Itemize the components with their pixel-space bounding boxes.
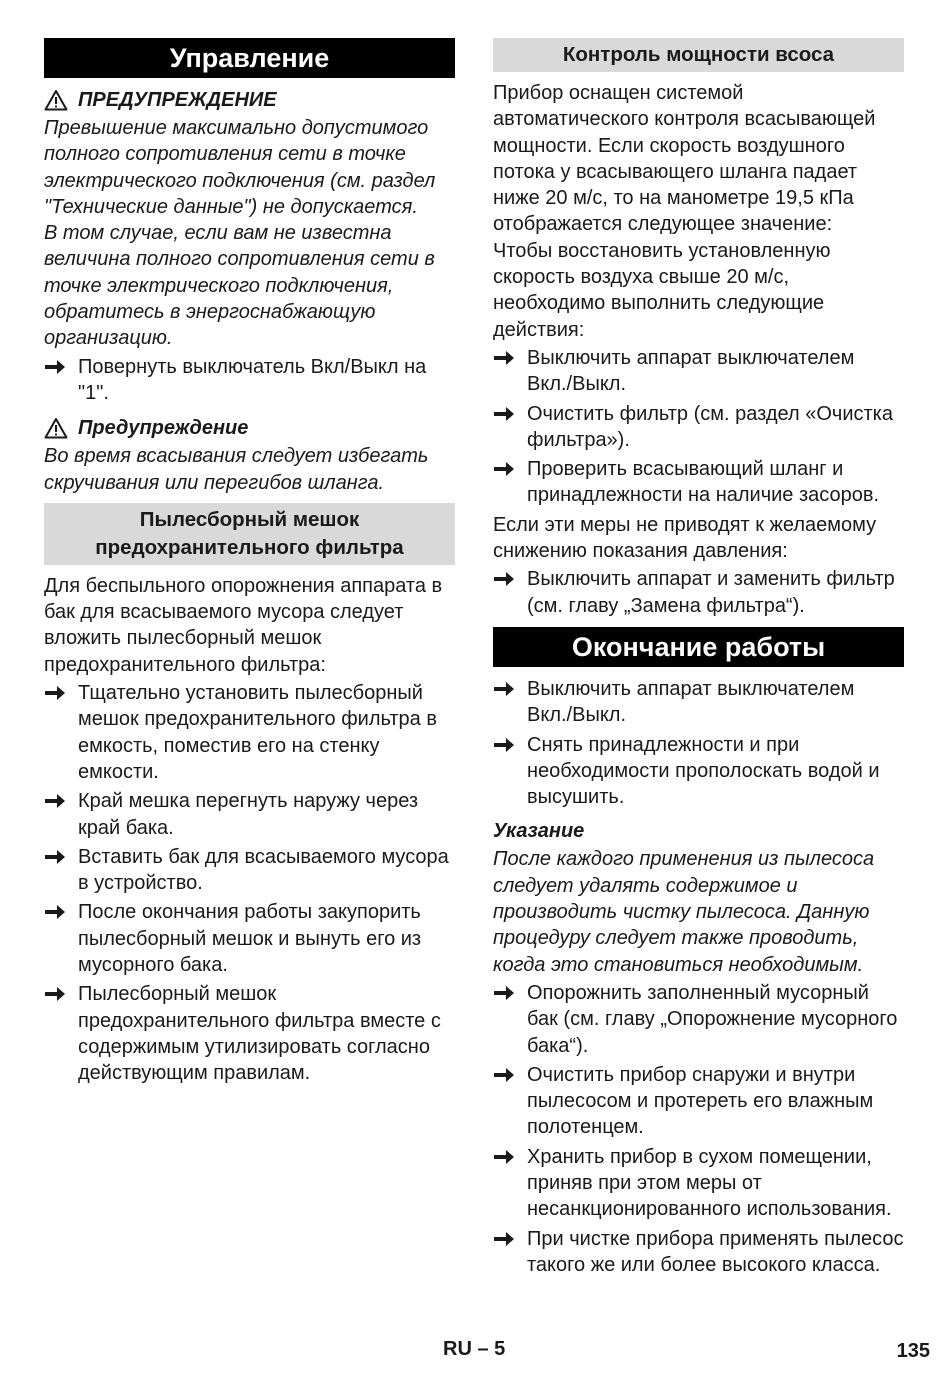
step-item: Пылесборный мешок предохранительного фильтра вместе с содержимым утилизировать согласно действующим правилам. (44, 981, 455, 1086)
arrow-right-icon (493, 460, 515, 478)
arrow-right-icon (493, 349, 515, 367)
left-column (44, 38, 455, 1090)
arrow-right-icon (493, 1066, 515, 1084)
step-item: Опорожнить заполненный мусорный бак (см. главу „Опорожнение мусорного бака“). (493, 980, 904, 1059)
arrow-right-icon (44, 903, 66, 921)
note-text: После каждого применения из пылесоса следует удалять содержимое и производить чистку пылесоса. Данную процедуру следует также проводить, когда это становиться необходимым. (493, 848, 875, 976)
step-item: Тщательно установить пылесборный мешок предохранительного фильтра в емкость, поместив его на стенку емкости. (44, 680, 455, 785)
arrow-right-icon (44, 848, 66, 866)
step-item: После окончания работы закупорить пылесборный мешок и вынуть его из мусорного бака. (44, 899, 455, 978)
step-item: Выключить аппарат выключателем Вкл./Выкл. (493, 676, 904, 729)
arrow-right-icon (493, 736, 515, 754)
step-item: Очистить фильтр (см. раздел «Очистка фильтра»). (493, 401, 904, 454)
arrow-right-icon (493, 1148, 515, 1166)
step-item: Проверить всасывающий шланг и принадлежности на наличие засоров. (493, 456, 904, 509)
section-heading-filter-bag: Пылесборный мешок предохранительного фильтра (44, 503, 455, 565)
step-item: Снять принадлежности и при необходимости прополоскать водой и высушить. (493, 732, 904, 811)
right-column (493, 38, 904, 1281)
warning-heading: ПРЕДУПРЕЖДЕНИЕ (44, 87, 455, 113)
step-item: Край мешка перегнуть наружу через край бака. (44, 788, 455, 841)
warning-text-hose: Во время всасывания следует избегать скручивания или перегибов шланга. (44, 445, 429, 494)
suction-control-p3: Если эти меры не приводят к желаемому снижению показания давления: (493, 513, 877, 563)
section-heading-end-of-work: Окончание работы (493, 627, 904, 667)
warning-triangle-icon (44, 417, 68, 439)
arrow-right-icon (493, 405, 515, 423)
filter-bag-intro: Для беспыльного опорожнения аппарата в бак для всасываемого мусора следует вложить пылесборный мешок предохранительного фильтра: (44, 574, 443, 676)
warning-triangle-icon (44, 89, 68, 111)
step-item: Очистить прибор снаружи и внутри пылесосом и протереть его влажным полотенцем. (493, 1062, 904, 1141)
arrow-right-icon (44, 792, 66, 810)
step-item: Вставить бак для всасываемого мусора в устройство. (44, 844, 455, 897)
suction-control-p2: Чтобы восстановить установленную скорость воздуха свыше 20 м/с, необходимо выполнить следующие действия: (493, 239, 831, 341)
arrow-right-icon (44, 684, 66, 702)
arrow-right-icon (493, 570, 515, 588)
footer-page-number: 135 (896, 1340, 930, 1362)
arrow-right-icon (493, 984, 515, 1002)
note-heading: Указание (493, 820, 585, 843)
step-item: Хранить прибор в сухом помещении, приняв при этом меры от несанкционированного использования. (493, 1144, 904, 1223)
section-heading-suction-control: Контроль мощности всоса (493, 38, 904, 72)
section-heading-control: Управление (44, 38, 455, 78)
arrow-right-icon (493, 1230, 515, 1248)
suction-control-p1: Прибор оснащен системой автоматического контроля всасывающей мощности. Если скорость воздушного потока у всасывающего шланга падает ниже 20 м/с, то на манометре 19,5 кПа отображается следующее значение: (493, 82, 876, 236)
step-item: При чистке прибора применять пылесос такого же или более высокого класса. (493, 1226, 904, 1279)
warning-heading-2: Предупреждение (44, 415, 455, 441)
step-item: Выключить аппарат выключателем Вкл./Выкл. (493, 345, 904, 398)
warning-text-utility: В том случае, если вам не известна величина полного сопротивления сети в точке электрического подключения, обратитесь в энергоснабжающую организацию. (44, 222, 435, 350)
arrow-right-icon (493, 680, 515, 698)
arrow-right-icon (44, 985, 66, 1003)
warning-text-impedance: Превышение максимально допустимого полного сопротивления сети в точке электрического подключения (см. раздел "Технические данные") не допускается. (44, 117, 436, 218)
step-item: Выключить аппарат и заменить фильтр (см. главу „Замена фильтра“). (493, 566, 904, 619)
footer-language-page: RU – 5 (443, 1338, 506, 1360)
step-item: Повернуть выключатель Вкл/Выкл на "1". (44, 354, 455, 407)
arrow-right-icon (44, 358, 66, 376)
